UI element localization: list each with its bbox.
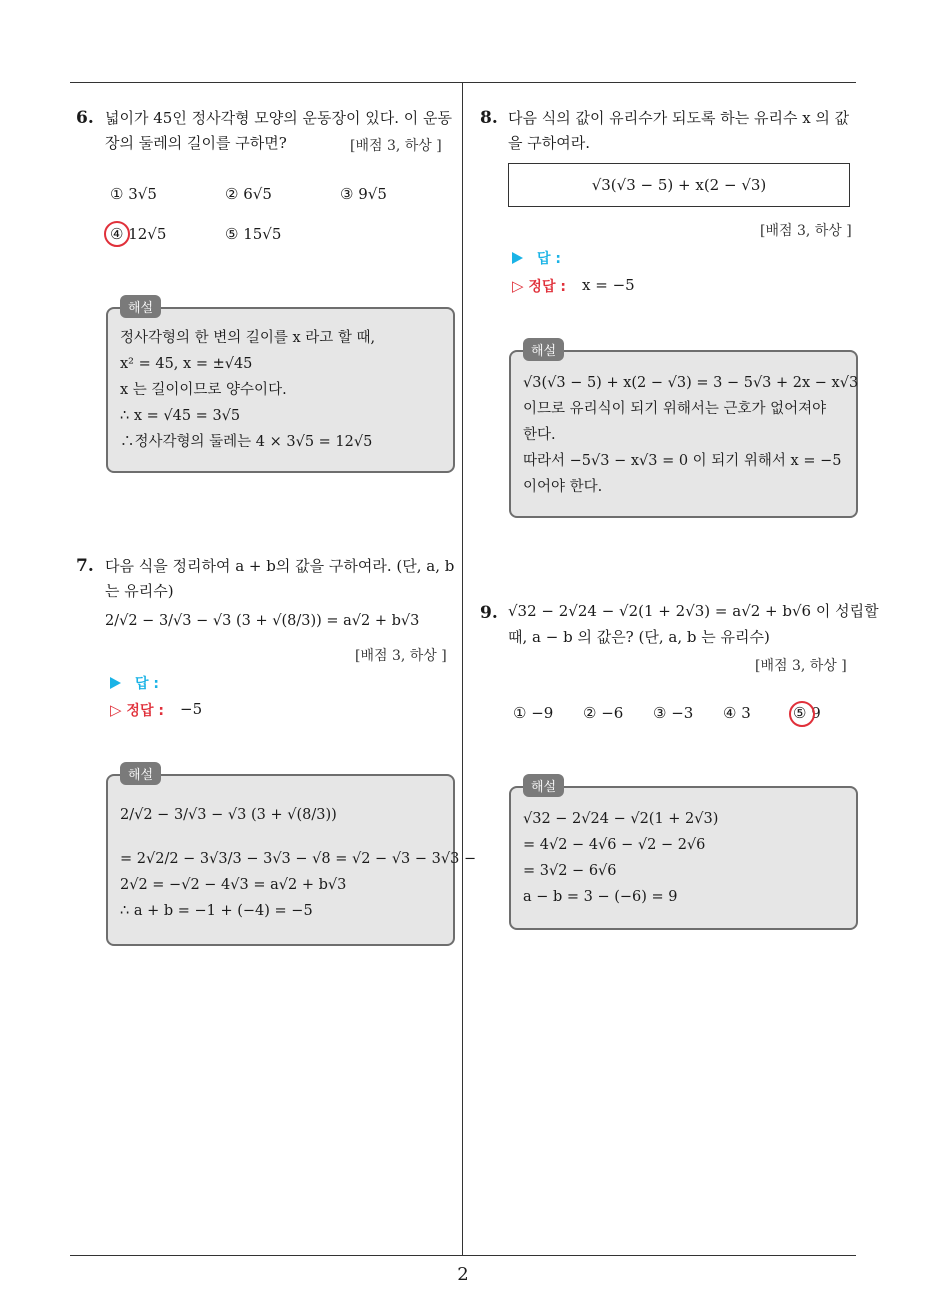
bottom-rule (70, 1255, 856, 1256)
solution-box (509, 344, 859, 518)
triangle-outline-icon: ▷ (512, 277, 524, 295)
option-3[interactable]: ③ −3 (653, 704, 694, 722)
question-text-line2: 장의 둘레의 길이를 구하면? (105, 134, 287, 152)
correct-value: x = −5 (582, 276, 635, 294)
solution-line: x 는 길이이므로 양수이다. (120, 382, 287, 398)
solution-line: = 3√2 − 6√6 (523, 863, 617, 879)
option-2[interactable]: ② −6 (583, 704, 624, 722)
correct-label: 정답 : (528, 279, 566, 295)
play-icon (512, 252, 523, 264)
play-icon (110, 677, 121, 689)
solution-tag: 해설 (523, 774, 564, 797)
solution-tag: 해설 (120, 762, 161, 785)
solution-line: 이므로 유리식이 되기 위해서는 근호가 없어져야 (523, 401, 827, 417)
solution-line: 따라서 −5√3 − x√3 = 0 이 되기 위해서 x = −5 (523, 453, 842, 469)
correct-value: −5 (180, 700, 203, 718)
option-5[interactable]: ⑤ 9 (793, 704, 821, 722)
question-text-line2: 때, a − b 의 값은? (단, a, b 는 유리수) (508, 628, 770, 646)
question-number: 6. (76, 108, 94, 128)
answer-label: 답 : (537, 251, 561, 267)
solution-line: x² = 45, x = ±√45 (120, 356, 253, 372)
page-number: 2 (457, 1264, 469, 1285)
solution-line: ∴ a + b = −1 + (−4) = −5 (120, 903, 313, 919)
answer-row (110, 673, 159, 693)
solution-line: 한다. (523, 427, 556, 443)
answer-row (512, 248, 561, 268)
solution-line: ∴ x = √45 = 3√5 (120, 408, 241, 424)
question-number: 9. (480, 603, 498, 623)
solution-line: ∴정사각형의 둘레는 4 × 3√5 = 12√5 (120, 434, 373, 450)
solution-line: 2/√2 − 3/√3 − √3 (3 + √(8/3)) (120, 807, 337, 823)
solution-line: = 4√2 − 4√6 − √2 − 2√6 (523, 837, 706, 853)
question-text-line2: 을 구하여라. (508, 134, 590, 152)
correct-label: 정답 : (126, 703, 164, 719)
solution-box (106, 301, 455, 473)
option-4[interactable]: ④ 12√5 (110, 225, 167, 243)
solution-tag: 해설 (523, 338, 564, 361)
question-text-line1: 다음 식의 값이 유리수가 되도록 하는 유리수 x 의 값 (508, 109, 850, 127)
solution-tag: 해설 (120, 295, 161, 318)
solution-line: √32 − 2√24 − √2(1 + 2√3) (523, 811, 719, 827)
question-text-line1: 다음 식을 정리하여 a + b의 값을 구하여라. (단, a, b (105, 557, 455, 575)
question-number: 8. (480, 108, 498, 128)
solution-line: √3(√3 − 5) + x(2 − √3) = 3 − 5√3 + 2x − x√3 (523, 375, 859, 391)
solution-line: = 2√2/2 − 3√3/3 − 3√3 − √8 = √2 − √3 − 3√3 − (120, 851, 477, 867)
question-text-line2: 는 유리수) (105, 582, 174, 600)
solution-line: a − b = 3 − (−6) = 9 (523, 889, 678, 905)
score-meta: [배점 3, 하상 ] (760, 223, 852, 239)
selected-answer-circle-icon (789, 701, 815, 727)
score-meta: [배점 3, 하상 ] (350, 138, 442, 154)
solution-line: 2√2 = −√2 − 4√3 = a√2 + b√3 (120, 877, 347, 893)
option-1[interactable]: ① −9 (513, 704, 554, 722)
question-text-line1: √32 − 2√24 − √2(1 + 2√3) = a√2 + b√6 이 성립할 (508, 602, 879, 620)
solution-line: 이어야 한다. (523, 479, 603, 495)
correct-row (512, 276, 566, 296)
question-equation: 2/√2 − 3/√3 − √3 (3 + √(8/3)) = a√2 + b√3 (105, 613, 420, 629)
solution-line: 정사각형의 한 변의 길이를 x 라고 할 때, (120, 330, 376, 346)
column-divider (462, 82, 463, 1256)
option-5[interactable]: ⑤ 15√5 (225, 225, 282, 243)
option-1[interactable]: ① 3√5 (110, 185, 157, 203)
question-text-line1: 넓이가 45인 정사각형 모양의 운동장이 있다. 이 운동 (105, 109, 453, 127)
solution-box (509, 780, 858, 930)
solution-box (106, 768, 477, 946)
equation-box (508, 163, 850, 207)
option-2[interactable]: ② 6√5 (225, 185, 272, 203)
top-rule (70, 82, 856, 83)
option-4[interactable]: ④ 3 (723, 704, 751, 722)
triangle-outline-icon: ▷ (110, 701, 122, 719)
score-meta: [배점 3, 하상 ] (355, 648, 447, 664)
answer-label: 답 : (135, 676, 159, 692)
score-meta: [배점 3, 하상 ] (755, 658, 847, 674)
selected-answer-circle-icon (104, 221, 130, 247)
option-3[interactable]: ③ 9√5 (340, 185, 387, 203)
equation: √3(√3 − 5) + x(2 − √3) (591, 176, 767, 194)
correct-row (110, 700, 164, 720)
question-number: 7. (76, 556, 94, 576)
